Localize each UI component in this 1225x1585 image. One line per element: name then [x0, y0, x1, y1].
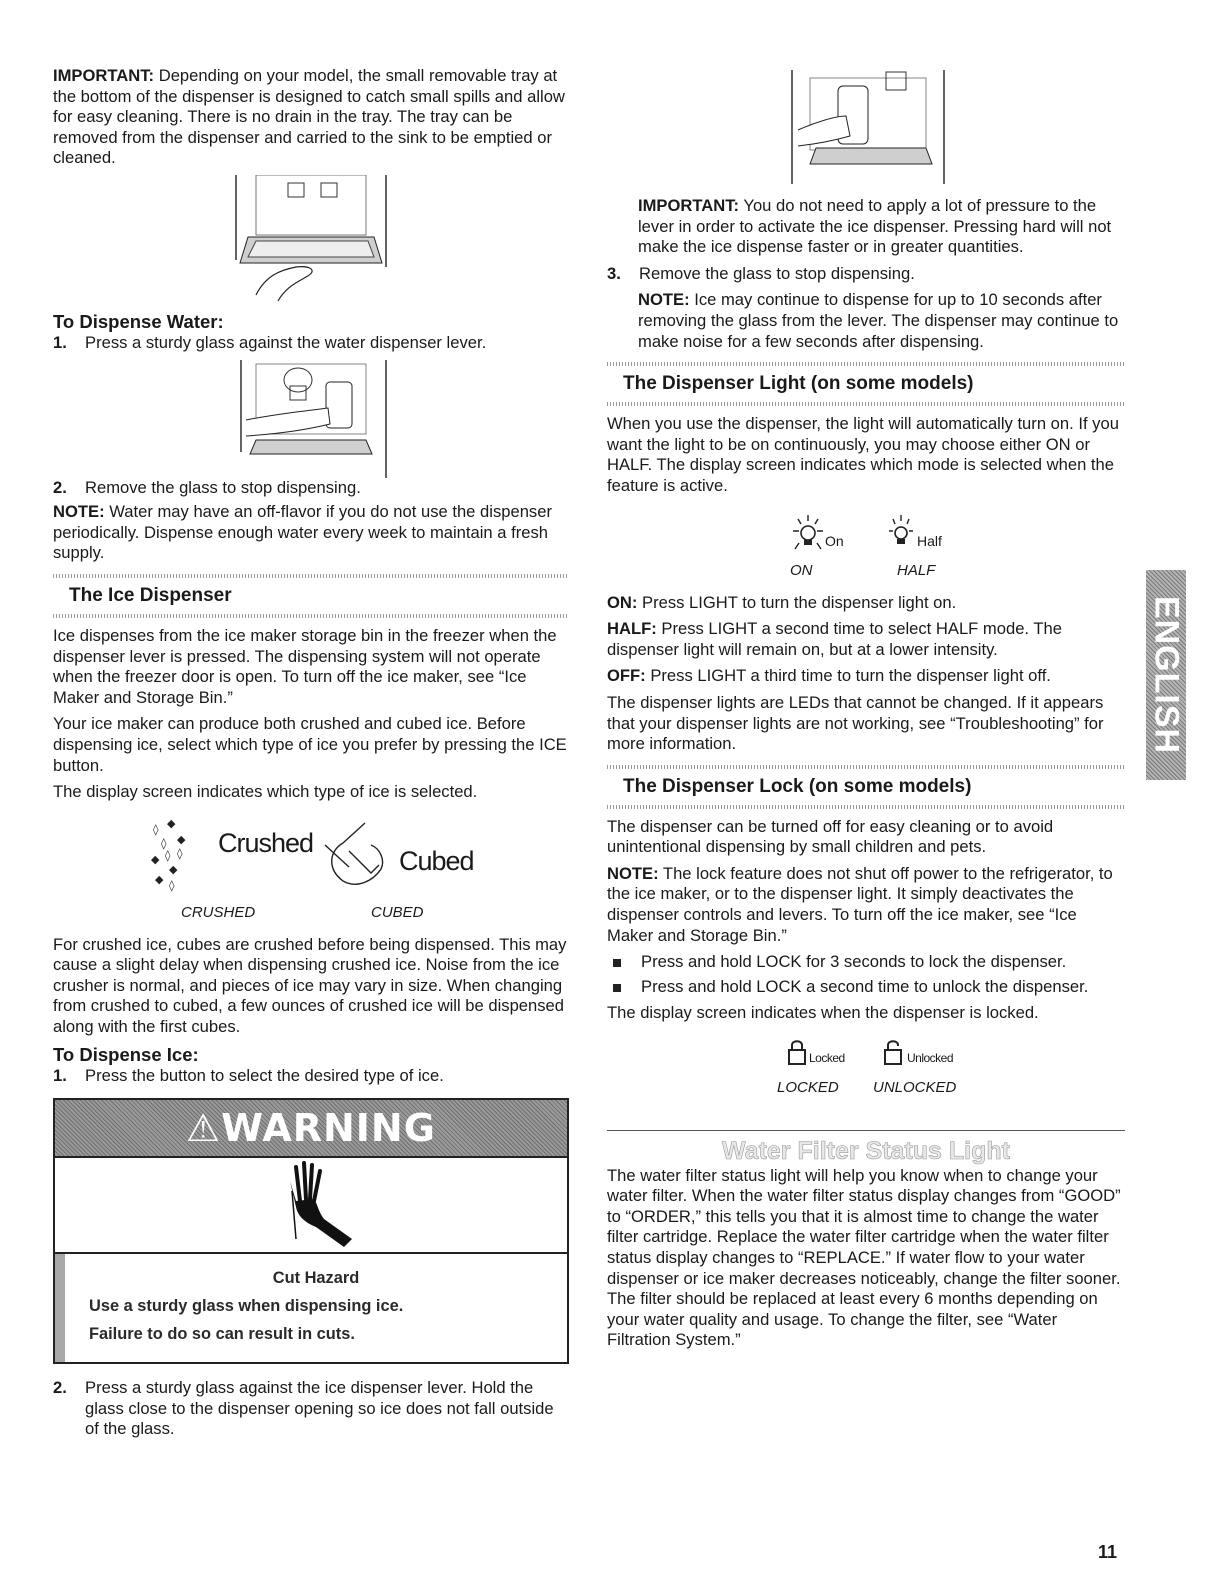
locked-icon-label: Locked — [809, 1051, 845, 1066]
svg-text:◆: ◆ — [155, 872, 164, 886]
ice-type-icons — [53, 811, 569, 929]
light-paragraph-2: The dispenser lights are LEDs that cannot be changed. If it appears that your dispenser lights are not working, see “Troubleshooting” for more information. — [607, 692, 1104, 754]
lock-note: NOTE: The lock feature does not shut off power to the refrigerator, to the ice maker, or to the dispenser light. It simply deactivates the dispenser controls and levers. To turn off the ice maker, see “Ice Maker and Storage Bin.” — [607, 863, 1113, 945]
svg-text:◆: ◆ — [167, 818, 176, 830]
svg-text:◊: ◊ — [165, 848, 171, 862]
light-on-icon — [791, 513, 825, 551]
section-divider — [607, 1130, 1125, 1131]
page-number: 11 — [1098, 1542, 1118, 1562]
on-icon-label: On — [825, 532, 844, 549]
warning-title: ⚠WARNING — [186, 1105, 436, 1150]
water-step-2: 2. Remove the glass to stop dispensing. — [53, 477, 361, 497]
unlocked-icon-label: Unlocked — [907, 1051, 954, 1066]
svg-text:◆: ◆ — [151, 852, 160, 866]
warning-body — [55, 1254, 567, 1362]
ice-paragraph-4: For crushed ice, cubes are crushed before being dispensed. This may cause a slight delay when dispensing crushed ice. Noise from the ice crusher is normal, and pieces of ice may vary in size. When changing from crushed to cubed, a few ounces of crushed ice will be dispensed along with the first cubes. — [53, 934, 567, 1037]
light-on-description: ON: Press LIGHT to turn the dispenser light on. — [607, 592, 957, 612]
svg-text:◆: ◆ — [177, 832, 186, 846]
cut-hand-icon — [266, 1161, 356, 1249]
warning-line-1: Use a sturdy glass when dispensing ice. — [89, 1297, 404, 1316]
cut-hazard-symbol — [55, 1158, 567, 1254]
warning-line-2: Failure to do so can result in cuts. — [89, 1325, 355, 1344]
crushed-icon-label: Crushed — [218, 827, 314, 858]
cubed-caption: CUBED — [371, 903, 424, 921]
svg-text:◊: ◊ — [169, 878, 175, 892]
glass-ice-illustration — [776, 64, 956, 186]
locked-caption: LOCKED — [777, 1079, 839, 1097]
svg-text:◊: ◊ — [153, 822, 159, 836]
light-half-icon — [887, 513, 915, 551]
water-step-1: 1. Press a sturdy glass against the water dispenser lever. — [53, 332, 487, 352]
lock-bullet-item: Press and hold LOCK for 3 seconds to lock the dispenser. — [607, 952, 1125, 973]
water-note: NOTE: Water may have an off-flavor if you do not use the dispenser periodically. Dispense enough water every week to maintain a fresh supply. — [53, 502, 552, 563]
ice-step-3: 3. Remove the glass to stop dispensing. — [607, 263, 915, 283]
unlocked-caption: UNLOCKED — [873, 1079, 957, 1097]
dispenser-lock-section-header — [607, 765, 1125, 809]
crushed-caption: CRUSHED — [181, 903, 256, 921]
ice-step-1: 1. Press the button to select the desired type of ice. — [53, 1065, 444, 1085]
dispense-water-heading: To Dispense Water: — [53, 310, 224, 332]
tray-removal-illustration — [226, 175, 396, 305]
bullet-square-icon — [613, 984, 621, 992]
ice-note: NOTE: Ice may continue to dispense for up to 10 seconds after removing the glass from the lever. The dispenser may continue to make noise for a few seconds after dispensing. — [638, 290, 1119, 351]
side-tab-label: ENGLISH — [1147, 595, 1186, 755]
important-pressure-paragraph: IMPORTANT: You do not need to apply a lot of pressure to the lever in order to activate the ice dispenser. Pressing hard will not make the ice dispense faster or in greater quantities. — [638, 196, 1112, 257]
ice-paragraph-1: Ice dispenses from the ice maker storage bin in the freezer when the dispenser lever is pressed. The dispensing system will not operate when the freezer door is open. To turn off the ice maker, see “Ice Maker and Storage Bin.” — [53, 625, 557, 707]
cut-hazard-warning — [53, 1098, 569, 1364]
lock-instructions-list — [607, 952, 1125, 997]
water-filter-status-title: Water Filter Status Light — [722, 1137, 1010, 1166]
ice-paragraph-3: The display screen indicates which type of ice is selected. — [53, 782, 478, 802]
ice-step-2: 2. Press a sturdy glass against the ice dispenser lever. Hold the glass close to the dispenser opening so ice does not fall outside of the glass. — [53, 1378, 554, 1439]
ice-dispenser-title: The Ice Dispenser — [69, 584, 232, 606]
right-column — [607, 64, 1125, 1351]
ice-dispenser-section-header — [53, 574, 569, 618]
svg-text:◊: ◊ — [161, 836, 167, 850]
light-off-description: OFF: Press LIGHT a third time to turn the dispenser light off. — [607, 666, 1051, 686]
bullet-square-icon — [613, 959, 621, 967]
crushed-ice-icon — [147, 819, 207, 897]
lock-bullet-item: Press and hold LOCK a second time to unlock the dispenser. — [607, 977, 1125, 998]
left-column — [53, 66, 569, 1440]
lock-state-icons — [607, 1038, 1125, 1108]
warning-hazard-title: Cut Hazard — [272, 1269, 360, 1288]
on-caption: ON — [790, 561, 813, 579]
ice-paragraph-2: Your ice maker can produce both crushed and cubed ice. Before dispensing ice, select which type of ice you prefer by pressing the ICE button. — [53, 714, 567, 775]
dispenser-light-section-header — [607, 362, 1125, 406]
svg-text:◊: ◊ — [177, 846, 183, 860]
cubed-icon-label: Cubed — [399, 845, 474, 876]
warning-header — [55, 1100, 567, 1158]
unlocked-icon — [883, 1038, 905, 1066]
svg-text:◆: ◆ — [169, 862, 178, 876]
glass-water-illustration — [226, 360, 396, 478]
locked-icon — [787, 1038, 807, 1066]
light-mode-icons — [607, 511, 1125, 593]
lock-paragraph-2: The display screen indicates when the dispenser is locked. — [607, 1003, 1039, 1023]
water-filter-paragraph: The water filter status light will help you know when to change your water filter. When the water filter status display changes from “GOOD” to “ORDER,” this tells you that it is almost time to change the water filter cartridge. Replace the water filter cartridge when the water filter status display changes to “REPLACE.” If water flow to your water dispenser or ice maker decreases noticeably, change the filter sooner. The filter should be replaced at least every 6 months depending on your water quality and usage. To change the filter, see “Water Filtration System.” — [607, 1165, 1121, 1350]
cubed-ice-icon — [319, 821, 391, 891]
light-paragraph-1: When you use the dispenser, the light will automatically turn on. If you want the light to be on continuously, you may choose either ON or HALF. The display screen indicates which mode is selected when the feature is active. — [607, 414, 1119, 495]
language-side-tab — [1146, 570, 1186, 780]
half-caption: HALF — [897, 561, 936, 579]
half-icon-label: Half — [917, 532, 942, 549]
dispenser-lock-title: The Dispenser Lock (on some models) — [623, 775, 972, 797]
lock-paragraph-1: The dispenser can be turned off for easy cleaning or to avoid unintentional dispensing by small children and pets. — [607, 816, 1054, 857]
dispenser-light-title: The Dispenser Light (on some models) — [623, 373, 974, 395]
light-half-description: HALF: Press LIGHT a second time to select HALF mode. The dispenser light will remain on, but at a lower intensity. — [607, 619, 1062, 659]
important-tray-paragraph: IMPORTANT: Depending on your model, the small removable tray at the bottom of the dispenser is designed to catch small spills and allow for easy cleaning. There is no drain in the tray. The tray can be removed from the dispenser and carried to the sink to be emptied or cleaned. — [53, 66, 565, 168]
dispense-ice-heading: To Dispense Ice: — [53, 1043, 199, 1065]
